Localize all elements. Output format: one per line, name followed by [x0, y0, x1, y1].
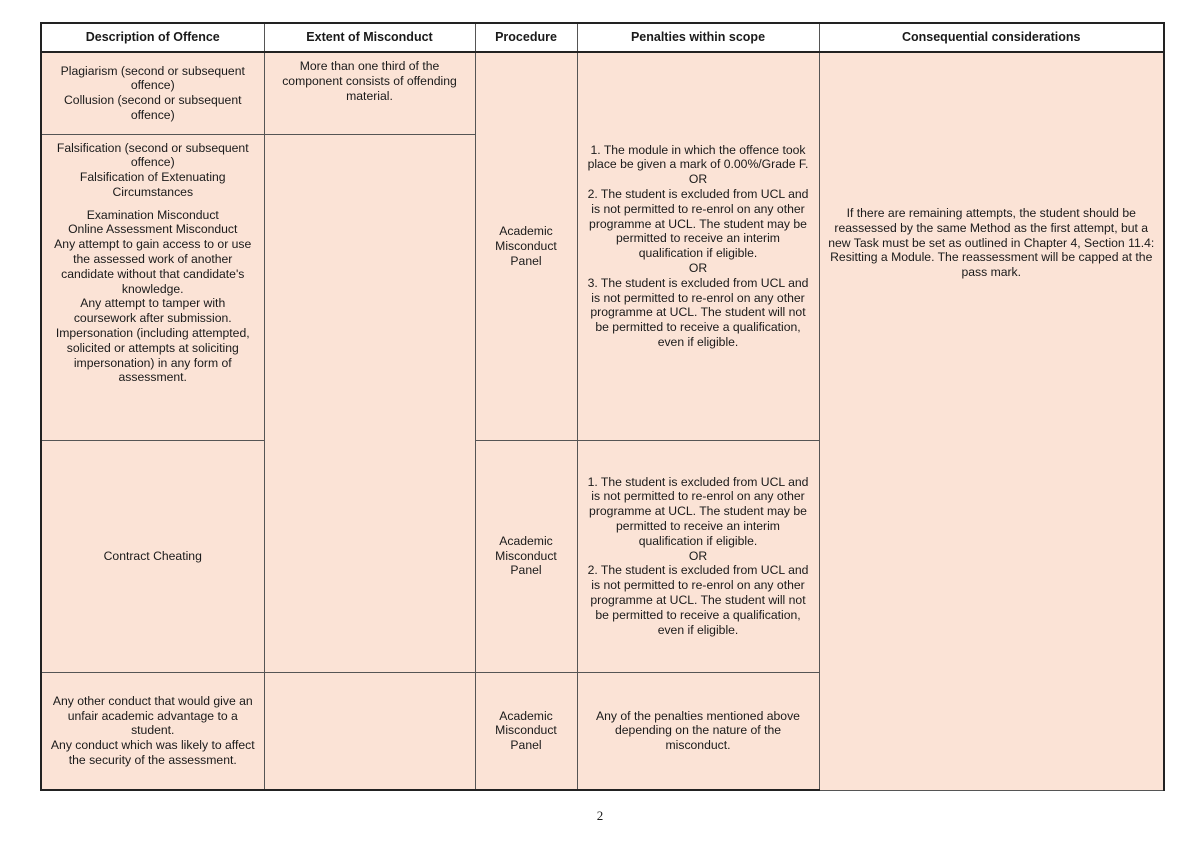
penalty-item: 3. The student is excluded from UCL and is not permitted to re-enrol on any other programme at UCL. The student will not be permitted to receive a qualification, even if eligible. [587, 275, 809, 350]
offence-falsification-ec: Falsification of Extenuating Circumstances [79, 170, 226, 199]
penalty-item: 1. The student is excluded from UCL and is not permitted to re-enrol on any other programme at UCL. The student may be permitted to receive an interim qualification if eligible. [587, 474, 809, 548]
consequential-text: If there are remaining attempts, the student should be reassessed by the same Method as the first attempt, but a new Task must be set as outlined in Chapter 4, Section 11.4: Resitting a Module. The reassessment will be capped at the pass mark. [828, 206, 1155, 280]
consequential-cell [819, 52, 1164, 790]
description-cell [41, 52, 264, 134]
page-number: 2 [596, 808, 604, 823]
extent-cell-empty [264, 134, 475, 672]
header-procedure: Procedure [475, 23, 577, 52]
offence-other-conduct: Any other conduct that would give an unfair academic advantage to a student. [52, 693, 253, 738]
header-description: Description of Offence [41, 23, 264, 52]
penalties-cell [577, 52, 819, 440]
offence-tamper: Any attempt to tamper with coursework after submission. [73, 296, 232, 326]
misconduct-table [40, 22, 1165, 791]
extent-cell-empty [264, 672, 475, 790]
header-penalties: Penalties within scope [577, 23, 819, 52]
offence-plagiarism: Plagiarism (second or subsequent offence) [60, 63, 245, 93]
offence-security: Any conduct which was likely to affect the security of the assessment. [50, 738, 255, 767]
procedure-cell: Academic Misconduct Panel [475, 672, 577, 790]
offence-access-work: Any attempt to gain access to or use the assessed work of another candidate without that candidate's knowledge. [54, 237, 252, 296]
procedure-cell: Academic Misconduct Panel [475, 52, 577, 440]
description-cell: Contract Cheating [41, 440, 264, 672]
penalty-or: OR [688, 172, 708, 187]
description-cell [41, 134, 264, 440]
offence-collusion: Collusion (second or subsequent offence) [63, 93, 242, 123]
offence-impersonation: Impersonation (including attempted, solicited or attempts at soliciting impersonation) in any form of assessment. [55, 326, 250, 385]
penalties-cell: Any of the penalties mentioned above depending on the nature of the misconduct. [577, 672, 819, 790]
offence-online-misconduct: Online Assessment Misconduct [68, 222, 238, 237]
description-cell [41, 672, 264, 790]
penalty-item: 2. The student is excluded from UCL and is not permitted to re-enrol on any other programme at UCL. The student will not be permitted to receive a qualification, even if eligible. [587, 563, 809, 637]
header-extent: Extent of Misconduct [264, 23, 475, 52]
extent-cell: More than one third of the component consists of offending material. [264, 52, 475, 134]
table-row [41, 52, 1164, 134]
offence-falsification: Falsification (second or subsequent offence) [56, 140, 249, 170]
penalty-item: 1. The module in which the offence took place be given a mark of 0.00%/Grade F. [587, 142, 809, 172]
penalty-item: 2. The student is excluded from UCL and is not permitted to re-enrol on any other programme at UCL. The student may be permitted to receive an interim qualification if eligible. [587, 187, 809, 261]
table-header-row [41, 23, 1164, 52]
penalty-or: OR [688, 548, 708, 563]
offence-exam-misconduct: Examination Misconduct [86, 207, 219, 222]
procedure-cell: Academic Misconduct Panel [475, 440, 577, 672]
header-consequential: Consequential considerations [819, 23, 1164, 52]
penalty-or: OR [688, 261, 708, 276]
penalties-cell [577, 440, 819, 672]
